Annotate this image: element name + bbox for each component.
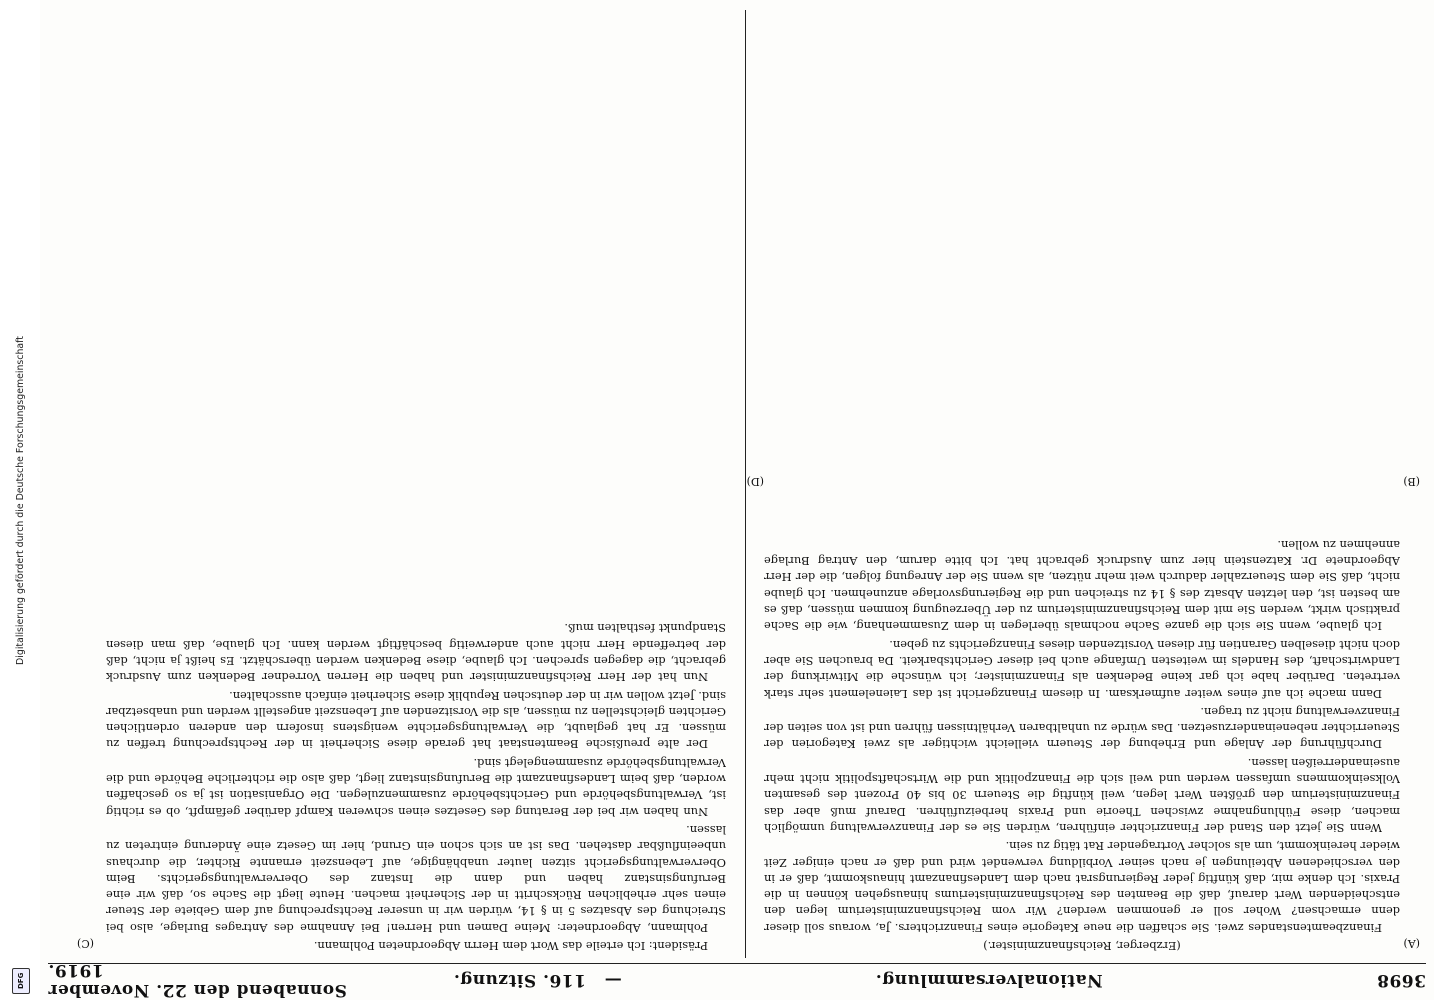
margin-marker-d: (D) <box>746 475 764 488</box>
paragraph: Pohlmann, Abgeordneter: Meine Damen und Herren! Bei Annahme des Antrages Burlage, also bei Streichung des Absatzes 5 in § 14, würden wir in unserer Rechtsprechung auf dem Gebiete der Steuer einen sehr erheblichen Rückschritt in der Sicherheit machen. Heute liegt die Sache so, daß wir eine Berufungsinstanz haben und dann die Instanz des Oberverwaltungsgerichts. Beim Oberverwaltungsgericht sitzen lauter unabhängige, auf Lebenszeit ernannte Richter, die durchaus unbeeinflußbar dastehen. Das ist an sich schon ein Grund, hier im Gesetz eine Änderung eintreten zu lassen. <box>106 822 726 935</box>
session-number: 116. Sitzung. <box>453 970 586 990</box>
left-column <box>764 10 1400 954</box>
paragraph: Ich glaube, wenn Sie sich die ganze Sache nochmals überlegen in dem Zusammenhang, wie die Sache praktisch wirkt, werden Sie mit dem Reichsfinanzministerium zu der Überzeugung kommen müssen, daß es am besten ist, den letzten Absatz des § 14 zu streichen und die Regierungsvorlage anzunehmen. Ich glaube nicht, daß Sie dem Steuerzahler dadurch weit mehr nützen, als wenn Sie der Anregung folgen, die der Herr Abgeordnete Dr. Katzenstein hier zum Ausdruck gebracht hat. Ich bitte darum, den Antrag Burlage annehmen zu wollen. <box>764 537 1400 634</box>
digitization-note <box>0 0 40 1000</box>
paragraph: Präsident: Ich erteile das Wort dem Herrn Abgeordneten Pohlmann. <box>313 939 708 953</box>
rotated-document-page <box>40 0 1434 1000</box>
dfg-logo: DFG <box>12 968 30 994</box>
paragraph: Durchführung der Anlage und Erhebung der Steuern vielleicht wichtiger als zwei Kategorien der Steuerrichter nebeneinanderzusetzen. Das würde zu unhaltbaren Verhältnissen führen und ist von seiten der Finanzverwaltung nicht zu tragen. <box>764 704 1400 752</box>
header-dash: — <box>604 970 622 990</box>
right-column <box>106 10 726 954</box>
paragraph: Nun haben wir bei der Beratung des Gesetzes einen schweren Kampf darüber gefämpft, ob es richtig ist, Verwaltungsbehörde und Gerichtsbehörde zusammenzulegen. Die Organisation ist ja so geschaffen worden, daß beim Landesfinanzamt die Berufungsinstanz liegt, daß also die richterliche Behörde und die Verwaltungsbehörde zusammengelegt sind. <box>106 755 726 819</box>
page-number: 3698 <box>1376 970 1426 990</box>
paragraph: Der alte preußische Beamtenstaat hat gerade diese Sicherheit in der Rechtsprechung treffen zu müssen. Er hat geglaubt, die Verwaltungsgerichte wenigstens insofern den anderen ordentlichen Gerichten gleichstellen zu müssen, als die Vorsitzenden auf Lebenszeit angestellt werden und unabsetzbar sind. Jetzt wollen wir in der deutschen Republik diese Sicherheit einfach ausschalten. <box>106 688 726 752</box>
publication-title: Nationalversammlung. <box>875 970 1103 990</box>
paragraph: Finanzbeamtenstandes zwei. Sie schaffen die neue Kategorie eines Finanzrichters. Ja, woraus soll dieser denn ermachsen? Woher soll er genommen werden? Wir vom Reichsfinanzministerium legen den entscheidenden Wert darauf, daß die Beamten des Reichsfinanzministeriums hinausgehen können in die Praxis. Ich denke mir, daß künftig jeder Regierungsrat nach dem Landesfinanzamt hinauskommt, daß er in den verschiedenen Abteilungen je nach seiner Vorbildung verwendet wird und daß er nach einiger Zeit wieder hereinkommt, um als solcher Vortragender Rat tätig zu sein. <box>764 839 1400 935</box>
margin-marker-c: (C) <box>77 937 94 950</box>
paragraph: Dann mache ich auf eines weiter aufmerksam. In diesem Finanzgericht ist das Laienelement sehr stark vertreten. Darüber habe ich gar keine Bedenken als Finanzminister; ich wünsche die Mitwirkung der Landwirtschaft, des Handels im weitesten Umfange auch bei dieser Gerichtsbarkeit. Da brauchen Sie aber doch nicht dieselben Garantien für diesen Vorsitzenden dieses Finanzgerichts zu geben. <box>764 637 1400 701</box>
paragraph: Nun hat der Herr Reichsfinanzminister und haben die Herren Vorredner Bedenken zum Ausdruck gebracht, die dagegen sprechen. Ich glaube, diese Bedenken werden überschätzt. Es heißt ja nicht, daß der betreffende Herr nicht auch anderweitig beschäftigt werden kann. Ich glaube, daß man diesen Standpunkt festhalten muß. <box>106 621 726 685</box>
margin-marker-a: (A) <box>1403 937 1420 950</box>
session-date: Sonnabend den 22. November 1919. <box>48 960 347 1000</box>
speaker-attribution: (Erzberger, Reichsfinanzminister.) <box>983 939 1181 953</box>
page-header <box>48 960 1426 1000</box>
margin-marker-b: (B) <box>1403 475 1420 488</box>
funding-note: Digitalisierung gefördert durch die Deutsche Forschungsgemeinschaft <box>14 335 26 665</box>
header-rule <box>48 963 1426 964</box>
paragraph: Wenn Sie jetzt den Stand der Finanzrichter einführen, würden Sie es der Finanzverwaltung unmöglich machen, diese Fühlungnahme zwischen Theorie und Praxis herbeizuführen. Darauf muß aber das Finanzministerium den größten Wert legen, weil künftig die Steuern 30 bis 40 Prozent des gesamten Volkseinkommens umfassen werden und weil sich die Finanzpolitik und die Wirtschaftspolitik nicht mehr auseinanderreißen lassen. <box>764 755 1400 835</box>
